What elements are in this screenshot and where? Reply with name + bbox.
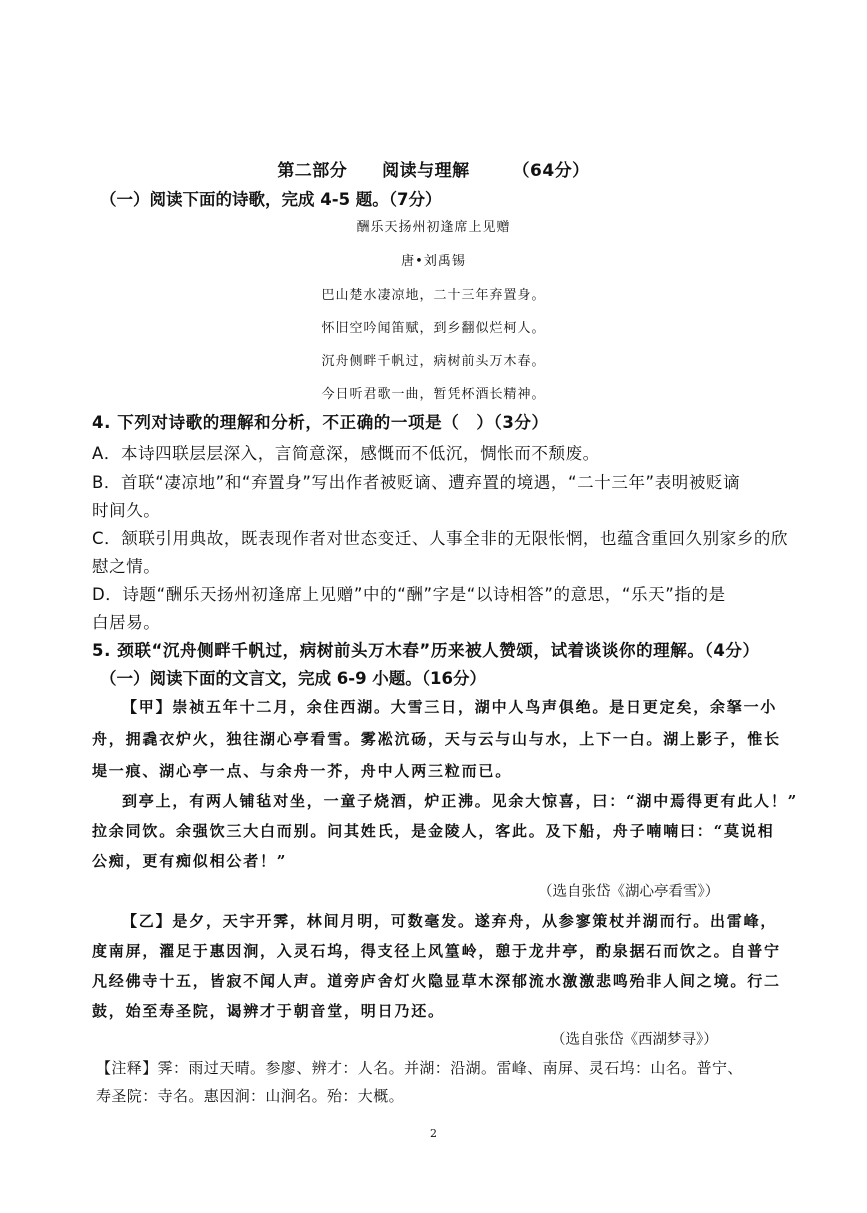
section-name: 阅读与理解	[382, 161, 470, 181]
passage-yi-line: 度南屏，濯足于惠因涧，入灵石坞，得支径上风篁岭，憩于龙井亭，酌泉据石而饮之。自普宁	[92, 942, 781, 960]
question-4-option-d-cont: 白居易。	[92, 613, 161, 632]
question-4-stem: 4. 下列对诗歌的理解和分析，不正确的一项是（ ）（3分）	[92, 413, 549, 432]
passage-yi-line: 凡经佛寺十五，皆寂不闻人声。道旁庐舍灯火隐显草木深郁流水激激悲鸣殆非人间之境。行二	[92, 972, 781, 990]
poem-line: 怀旧空吟闻笛赋，到乡翻似烂柯人。	[321, 321, 546, 336]
poem-author: 唐•刘禹锡	[401, 254, 466, 269]
passage-jia-line: 到亭上，有两人铺毡对坐，一童子烧酒，炉正沸。见余大惊喜，曰：“湖中焉得更有此人！”	[122, 792, 799, 810]
section-part: 第二部分	[277, 161, 348, 181]
poetry-heading: （一）阅读下面的诗歌，完成 4-5 题。（7分）	[100, 190, 442, 209]
question-4-option-d: D．诗题“酬乐天扬州初逢席上见赠”中的“酬”字是“以诗相答”的意思，“乐天”指的是	[92, 585, 726, 604]
question-4-option-a: A．本诗四联层层深入，言简意深，感慨而不低沉，惆怅而不颓废。	[92, 444, 600, 463]
question-4-option-c-cont: 慰之情。	[92, 557, 161, 576]
section-score: （64分）	[512, 161, 590, 181]
question-4-option-b-cont: 时间久。	[92, 501, 161, 520]
passage-jia-line: 【甲】崇祯五年十二月，余住西湖。大雪三日，湖中人鸟声俱绝。是日更定矣，余拏一小	[122, 698, 778, 716]
passage-jia-line: 堤一痕、湖心亭一点、与余舟一芥，舟中人两三粒而已。	[92, 762, 513, 780]
passage-jia-line: 拉余同饮。余强饮三大白而别。问其姓氏，是金陵人，客此。及下船，舟子喃喃曰：“莫说相	[92, 822, 775, 840]
poem-line: 巴山楚水凄凉地，二十三年弃置身。	[321, 288, 546, 303]
passage-jia-line: 舟，拥毳衣炉火，独往湖心亭看雪。雾凇沆砀，天与云与山与水，上下一白。湖上影子，惟长	[92, 730, 781, 748]
question-5-stem: 5. 颈联“沉舟侧畔千帆过，病树前头万木春”历来被人赞颂，试着谈谈你的理解。（4分）	[92, 641, 760, 660]
question-4-option-c: C．颔联引用典故，既表现作者对世态变迁、人事全非的无限怅惘，也蕴含重回久别家乡的欣	[92, 529, 789, 548]
question-4-option-b: B．首联“凄凉地”和“弃置身”写出作者被贬谪、遭弃置的境遇，“二十三年”表明被贬谪	[92, 473, 741, 492]
passage-yi-line: 【乙】是夕，天宇开霁，林间月明，可数毫发。遂弃舟，从参寥策杖并湖而行。出雷峰，	[122, 912, 778, 930]
annotation-notes: 【注释】霁：雨过天晴。参廖、辨才：人名。并湖：沿湖。雷峰、南屏、灵石坞：山名。普宁、	[96, 1059, 743, 1077]
passage-jia-line: 公痴，更有痴似相公者！”	[92, 852, 288, 870]
annotation-notes-cont: 寿圣院：寺名。惠因涧：山涧名。殆：大概。	[96, 1087, 405, 1105]
poem-line: 今日听君歌一曲，暂凭杯酒长精神。	[321, 387, 546, 402]
passage-yi-line: 鼓，始至寿圣院，谒辨才于朝音堂，明日乃还。	[92, 1002, 445, 1020]
page-number: 2	[430, 1127, 437, 1140]
poem-title: 酬乐天扬州初逢席上见赠	[356, 220, 511, 235]
prose-heading: （一）阅读下面的文言文，完成 6-9 小题。（16分）	[100, 669, 487, 688]
poem-line: 沉舟侧畔千帆过，病树前头万木春。	[321, 354, 546, 369]
section-title	[0, 156, 867, 181]
passage-yi-source: （选自张岱《西湖梦寻》）	[551, 1032, 718, 1048]
passage-jia-source: （选自张岱《湖心亭看雪》）	[538, 884, 720, 900]
